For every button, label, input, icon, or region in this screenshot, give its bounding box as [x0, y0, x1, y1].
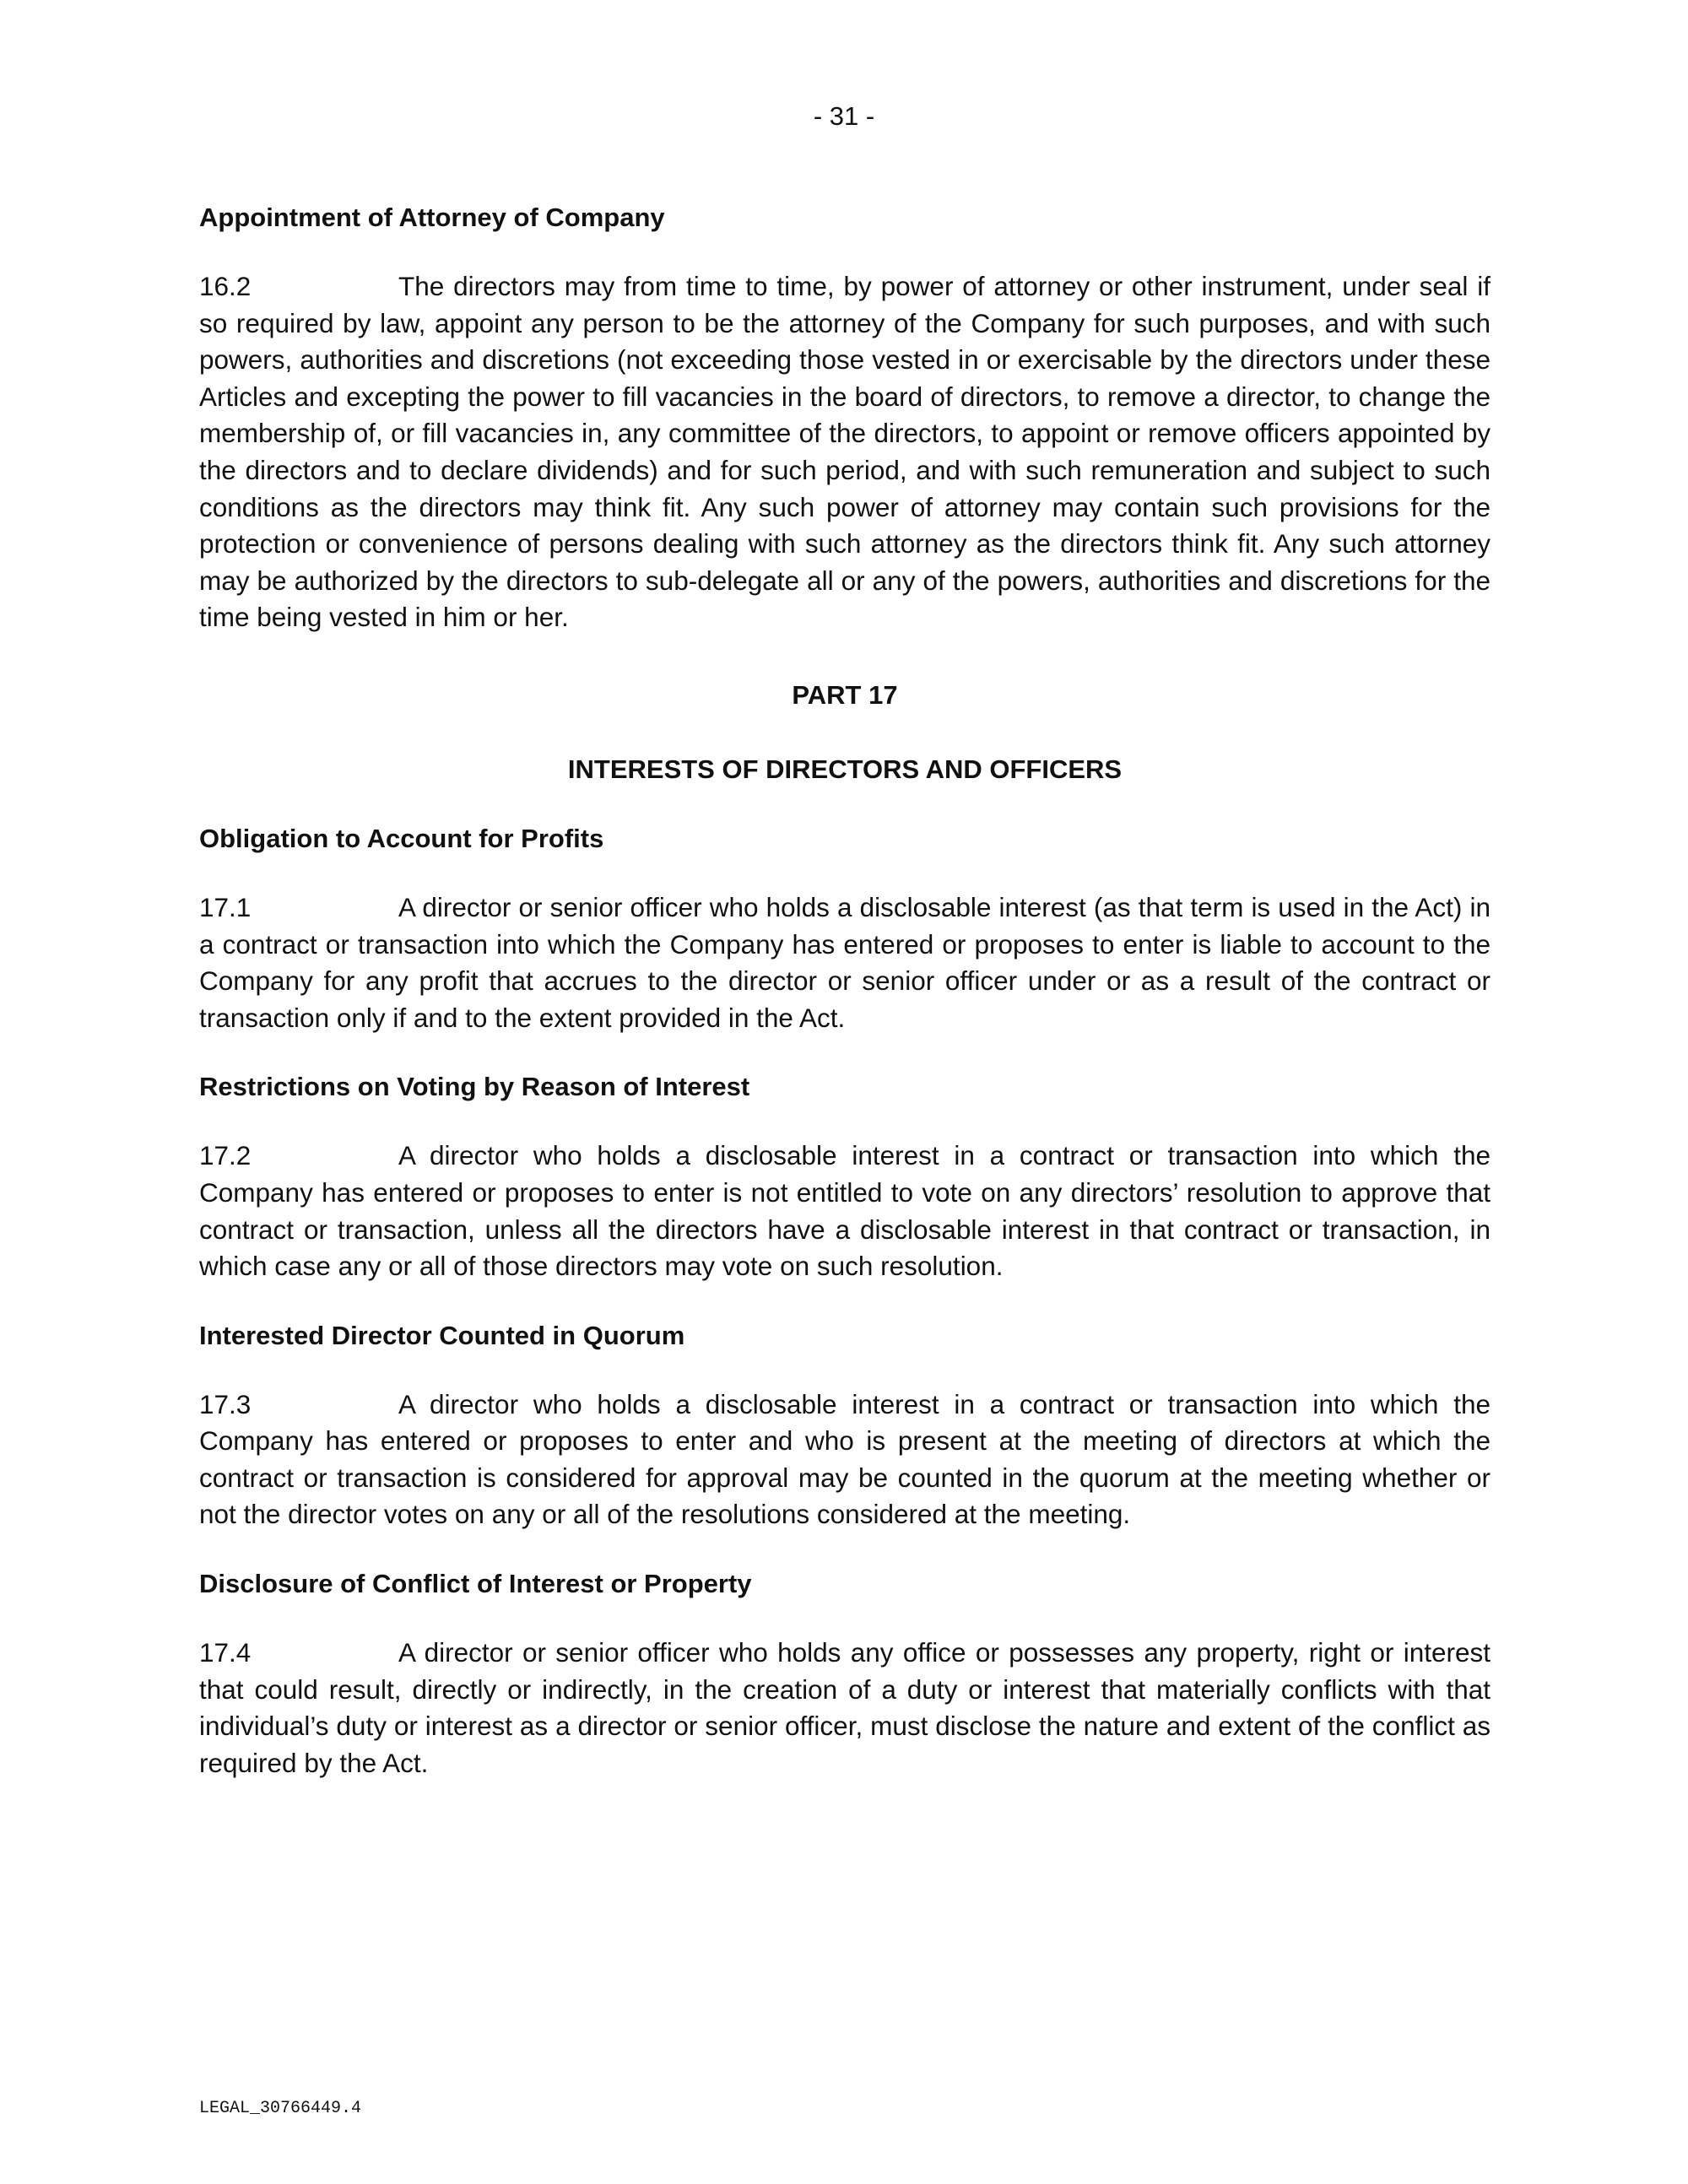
article-number: 17.4	[199, 1637, 252, 1668]
article-17-3	[199, 1387, 1491, 1533]
part-title: INTERESTS OF DIRECTORS AND OFFICERS	[567, 754, 1123, 784]
section-heading-obligation-to-account: Obligation to Account for Profits	[199, 823, 604, 853]
article-17-2	[199, 1138, 1491, 1284]
article-text: A director who holds a disclosable interest in a contract or transaction into which the Company has entered or proposes to enter is not entitled to vote on any directors’ resolution to approve that contract or transaction, unless all the directors have a disclosable interest in that contract or transaction, in which case any or all of those directors may vote on such resolution.	[199, 1140, 1491, 1282]
document-body	[199, 199, 1491, 1781]
section-heading-appointment-of-attorney: Appointment of Attorney of Company	[199, 203, 665, 232]
part-label: PART 17	[792, 679, 898, 710]
article-text: The directors may from time to time, by power of attorney or other instrument, under seal if so required by law, appoint any person to be the attorney of the Company for such purposes, and with such powers, authorities and discretions (not exceeding those vested in or exercisable by the directors under these Articles and excepting the power to fill vacancies in the board of directors, to remove a director, to change the membership of, or fill vacancies in, any committee of the directors, to appoint or remove officers appointed by the directors and to declare dividends) and for such period, and with such remuneration and subject to such conditions as the directors may think fit. Any such power of attorney may contain such provisions for the protection or convenience of persons dealing with such attorney as the directors think fit. Any such attorney may be authorized by the directors to sub-delegate all or any of the powers, authorities and discretions for the time being vested in him or her.	[199, 271, 1491, 633]
document-footer-id: LEGAL_30766449.4	[199, 2099, 362, 2118]
article-text: A director or senior officer who holds a disclosable interest (as that term is used in the Act) in a contract or transaction into which the Company has entered or proposes to enter is liable to account to the Company for any profit that accrues to the director or senior officer under or as a result of the contract or transaction only if and to the extent provided in the Act.	[199, 891, 1491, 1033]
article-text: A director who holds a disclosable interest in a contract or transaction into which the Company has entered or proposes to enter and who is present at the meeting of directors at which the contract or transaction is considered for approval may be counted in the quorum at the meeting whether or not the director votes on any or all of the resolutions considered at the meeting.	[199, 1388, 1491, 1530]
article-number: 17.2	[199, 1140, 252, 1171]
article-text: A director or senior officer who holds any office or possesses any property, right or interest that could result, directly or indirectly, in the creation of a duty or interest that materially conflicts with that individual’s duty or interest as a director or senior officer, must disclose the nature and extent of the conflict as required by the Act.	[199, 1637, 1491, 1778]
article-17-1	[199, 889, 1491, 1036]
section-heading-restrictions-on-voting: Restrictions on Voting by Reason of Interest	[199, 1072, 750, 1102]
article-number: 17.3	[199, 1388, 252, 1419]
section-heading-interested-director-quorum: Interested Director Counted in Quorum	[199, 1320, 685, 1350]
article-16-2	[199, 268, 1491, 636]
article-17-4	[199, 1635, 1491, 1781]
article-number: 17.1	[199, 891, 252, 922]
section-heading-disclosure-of-conflict: Disclosure of Conflict of Interest or Property	[199, 1569, 752, 1599]
article-number: 16.2	[199, 271, 252, 301]
page-number: - 31 -	[813, 101, 875, 131]
